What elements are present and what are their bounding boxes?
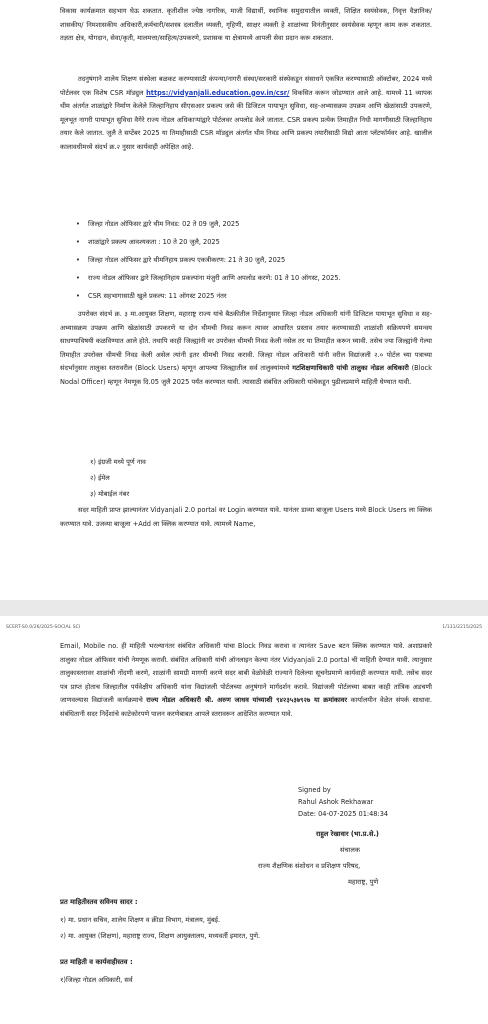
signer-title: संचालक	[340, 846, 360, 854]
signer-place: महाराष्ट्र, पुणे	[348, 878, 379, 886]
list-item: २) ईमेल	[90, 474, 110, 482]
copy-info-heading: प्रत माहितीस्तव सविनय सादर :	[60, 898, 138, 906]
list-item: ३) मोबाईल नंबर	[90, 490, 130, 498]
bullet-item: • राज्य नोडल ऑफिसर द्वारे जिल्हानिहाय प्रकल्पांना मंजुरी आणि अपलोड करणे: 01 ते 10 ऑगस्ट, 2025.	[88, 272, 428, 285]
bullet-item: • शाळांद्वारे प्रकल्प आवश्यकता : 10 ते 20 जुलै, 2025	[88, 236, 428, 249]
signer-organization: राज्य शैक्षणिक संशोधन व प्रशिक्षण परिषद,	[258, 862, 361, 870]
paragraph-csr-module: तदनुषंगाने शालेय शिक्षण संस्थेला बळकट करण्यासाठी कंपन्या/नागरी संस्था/सरकारी संस्थेकडून संसाधने एकत्रित करण्यासाठी ऑक्टोबर, 2024 मध्ये पोर्टलवर एक विशेष CSR मॉड्युल https://vidyanjali.education.gov.in/csr/ विकसित करून जोडण्यात आले आहे. यामध्ये 11 व्यापक थीम अंतर्गत शाळांद्वारे निर्माण केलेले जिल्हानिहाय सीएसआर प्रकल्प जसे की डिजिटल पायाभूत सुविधा, सह-अभ्यासक्रम उपक्रम आणि खेळांसाठी उपकरणे, मूलभूत नागरी पायाभूत सुविधा वैगेरे राज्य नोडल अधिकाऱ्यांद्वारे पोर्टलवर अपलोड केले जातात. CSR प्रकल्प प्रत्येक तिमाहीत निधी मागणीसाठी जिल्हानिहाय तयार केले जातात. जुलै ते सप्टेंबर 2025 या तिमाहीसाठी CSR मॉड्युल अंतर्गत थीम निवड आणि प्रकल्प तयारीसाठी विद्यो आता प्लॅटफॉर्मवर आहे. खालील कालावधीमध्ये संदर्भ क्र.२ नुसार कार्यवाही अपेक्षित आहे.	[60, 75, 432, 151]
paragraph-contact: Email, Mobile no. ही माहिती भरल्यानंतर संबंधित अधिकारी यांचा Block निवड करावा व त्यानंतर Save बटन क्लिक करण्यात यावे. अशाप्रकारे तालुका नोडल ऑफिसर यांची नेमणूक करावी. संबंधित अधिकारी यांची ऑनलाइन केल्या नंतर Vidyanjali 2.0 portal ची माहिती देण्यात यावी. त्यानुसार तालुकास्तरावर शाळांची नोंदणी करणे, शाळांनी सामग्री मागणी करणे सदर बाबी वेळोवेळी राज्याने दिलेल्या सूचनेप्रमाणे कार्यवाही करण्यात यावी. तसेच सदर पत्र प्राप्त होताच जिल्हातील पर्यवेक्षीय अधिकारी यांना विद्यांजली पोर्टलच्या अनुषंगाने मार्गदर्शन करावे. विद्यांजली पोर्टलच्या बाबत काही तांत्रिक अडचणी जाणवल्यास विद्यांजली कार्यक्रमाचे राज्य नोडल अधिकारी श्री. अरुण जाधव यांच्याशी ९४२३५३७९२७ या क्रमांकावर कार्यालयीन वेळेत संपर्क साधावा. संबंधितानी सदर निर्देशांचे काटेकोरपणे पालन करणेबाबत आपले स्तरावरून आदेशित करण्यात यावे.	[60, 642, 432, 718]
bullet-item: • CSR सहभागासाठी खुले प्रकल्प: 11 ऑगस्ट 2025 नंतर	[88, 290, 428, 303]
copy-info-item: २) मा. आयुक्त (शिक्षण), महाराष्ट्र राज्य, शिक्षण आयुक्तालय, मध्यवर्ती इमारत, पुणे.	[60, 932, 261, 940]
page-separator	[0, 600, 488, 616]
reference-number-header: 1/131/2215/2025	[442, 625, 482, 630]
file-number-header: SCERT-S0.0/26/2025-SOCIAL SCI	[6, 625, 81, 630]
paragraph-nodal-officer: उपरोक्त संदर्भ क्र. ३ मा.आयुक्त शिक्षण, महाराष्ट्र राज्य यांचे बैठकीतील निर्देशानुसार जिल्हा नोडल अधिकारी यांनी डिजिटल पायाभूत सुविधा व सह-अभ्यासक्रम उपक्रम आणि खेळांसाठी उपकरणे या दोन थीमची निवड करून त्यावर आधारित प्रस्ताव तयार करण्यासाठी शाळांशी सक्रियपणे समन्वय साधण्याविषयी कळविण्यात आले होते. तथापि काही जिल्ह्यांनी वर उपरोक्त थीमची निवड केली नसेल तर या तिमाहीत करून घ्यावी. तसेच ज्या जिल्ह्यांनी गेल्या तिमाहीत उपरोक्त थीमची निवड केली असेल त्यांनी इतर थीमची निवड करावी. जिल्हा नोडल अधिकारी यांनी वरील विद्यांजली २.० पोर्टल च्या पत्राच्या संदर्भानुसार तालुका स्तरावरील (Block Users) म्हणून आपल्या जिल्ह्यातील सर्व तालुक्यांमध्ये गटशिक्षणाधिकारी यांची तालुका नोडल अधिकारी (Block Nodal Officer) म्हणून नेमणूक दि.05 जुलै 2025 पर्यंत करण्यात यावी. त्यासाठी संबंधित अधिकारी यांचेकडून पुढीलप्रमाणे माहिती घेण्यात यावी.	[60, 310, 432, 386]
document-page-2	[0, 616, 488, 1024]
bullet-item: • जिल्हा नोडल ऑफिसर द्वारे थीम निवड: 02 ते 09 जुलै, 2025	[88, 218, 428, 231]
signer-name: राहुल रेखावार (भा.प्र.से.)	[316, 830, 379, 838]
list-item: १) इंग्रजी मध्ये पूर्ण नाव	[90, 458, 146, 466]
copy-info-item: १) मा. प्रधान सचिव, शालेय शिक्षण व क्रीडा विभाग, मंत्रालय, मुंबई.	[60, 916, 221, 924]
csr-portal-link[interactable]: https://vidyanjali.education.gov.in/csr/	[146, 88, 290, 97]
copy-action-heading: प्रत माहिती व कार्यवाहीस्तव :	[60, 958, 133, 966]
paragraph-portal-steps: सदर माहिती प्राप्त झाल्यानंतर Vidyanjali 2.0 portal वर Login करण्यात यावे. यानंतर डाव्या बाजूला Users मध्ये Block Users ला क्लिक करण्यात यावे. उजव्या बाजूला +Add ला क्लिक करण्यात यावे. त्यामध्ये Name,	[60, 506, 432, 528]
bullet-item: • जिल्हा नोडल ऑफिसर द्वारे थीमनिहाय प्रकल्प एकत्रीकरण: 21 ते 30 जुलै, 2025	[88, 254, 428, 267]
paragraph-volunteers: विकास कार्यक्रमात सहभाग घेऊ शकतात. कृतीशील ज्येष्ठ नागरिक, माजी विद्यार्थी, स्थानिक समुदायातील व्यक्ती, शिक्षित स्वयंसेवक, निवृत्त वैज्ञानिक/ शासकीय/ निमशासकीय अधिकारी,कर्मचारी/सशस्त्र दलातील व्यक्ती, गृहिणी, साक्षर व्यक्ती हे शाळांच्या विनंतीनुसार स्वयंसेवक म्हणून काम करू शकतात. तज्ञता क्षेत्र, योगदान, सेवा/कृती, मालमत्ता/साहित्य/उपकरणे, प्रशासक या क्षेत्रामध्ये आपली सेवा प्रदान करू शकतात.	[60, 7, 432, 43]
digital-signature: Signed by Rahul Ashok Rekhawar Date: 04-07-2025 01:48:34	[298, 786, 389, 818]
copy-action-item: १)जिल्हा नोडल अधिकारी, सर्व	[60, 976, 133, 984]
